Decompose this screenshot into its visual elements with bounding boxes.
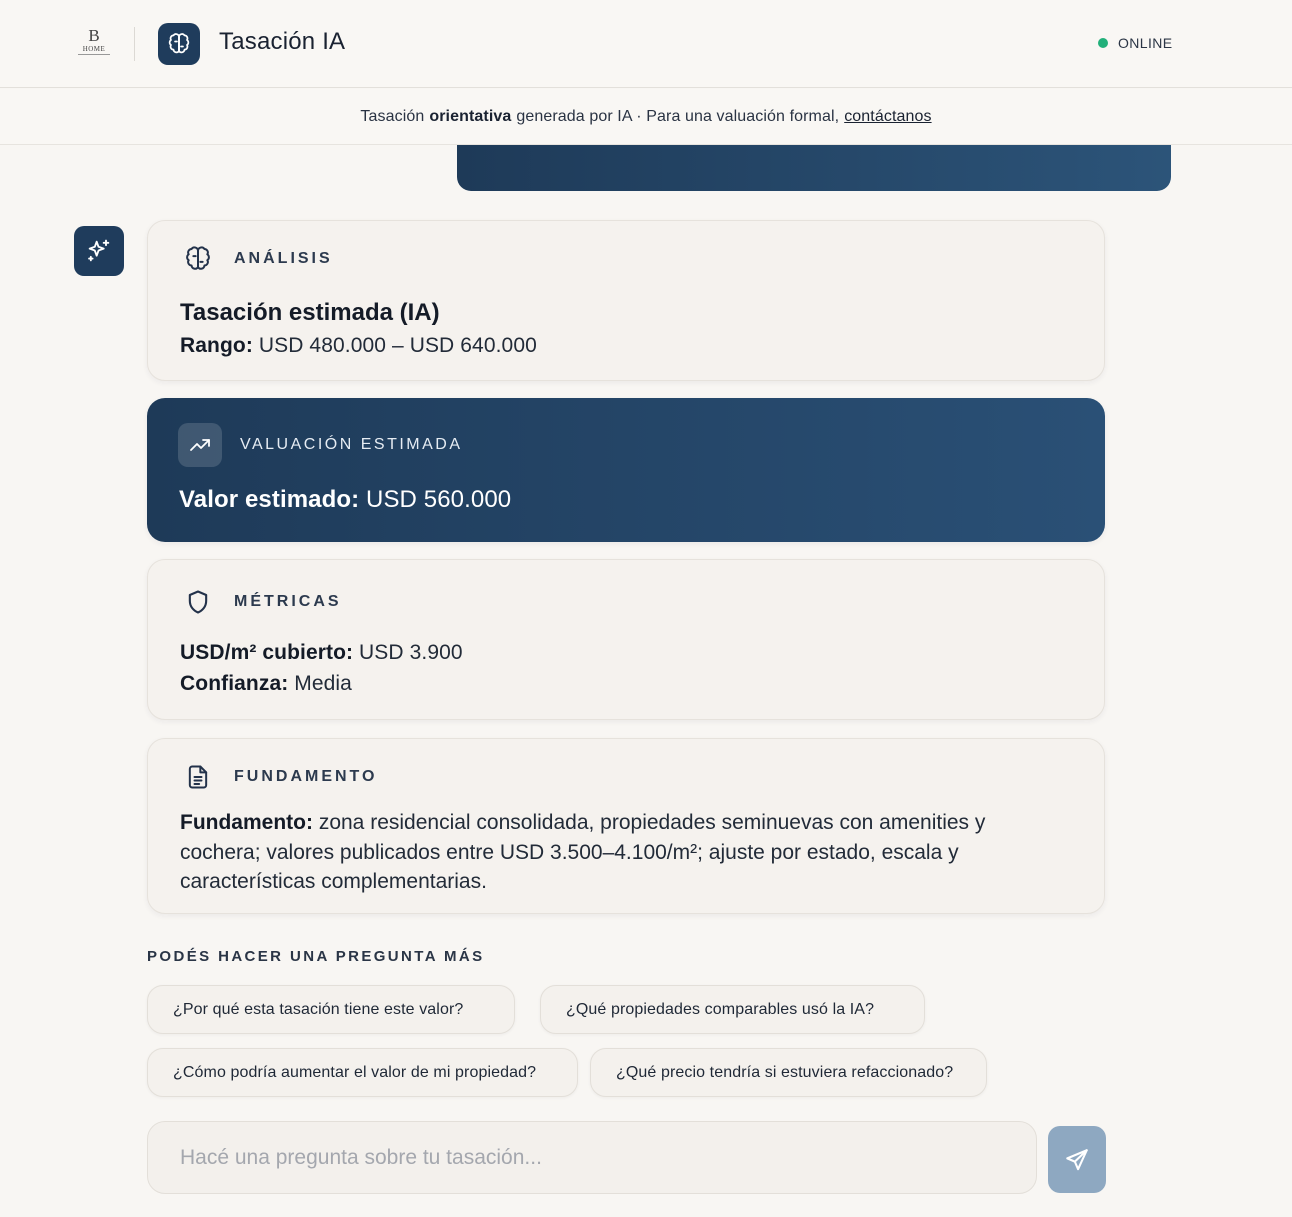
ai-avatar (74, 226, 124, 276)
contact-link[interactable]: contáctanos (844, 107, 932, 125)
question-input[interactable] (147, 1121, 1037, 1194)
disclaimer-bar (0, 89, 1292, 145)
sparkles-icon (85, 237, 113, 265)
page-title: Tasación IA (219, 28, 346, 55)
fundamento-header (184, 763, 377, 791)
disclaimer-text-2: generada por IA · Para una valuación formal, (516, 107, 840, 125)
analysis-card (147, 220, 1105, 381)
disclaimer-text-1: Tasación (360, 107, 425, 125)
send-button[interactable] (1048, 1126, 1106, 1193)
metric-value: USD 3.900 (359, 641, 463, 664)
fundamento-text-label: Fundamento: (180, 811, 313, 834)
brain-icon (158, 23, 200, 65)
metrics-card (147, 559, 1105, 720)
trending-up-icon (178, 423, 222, 467)
followup-chip[interactable]: ¿Qué propiedades comparables usó la IA? (540, 985, 925, 1034)
metric-value: Media (294, 672, 352, 695)
fundamento-text-body: zona residencial consolidada, propiedades seminuevas con amenities y cochera; valores publicados entre USD 3.500–4.100/m²; ajuste por estado, escala y características complementarias. (180, 811, 986, 893)
valuation-header (178, 423, 463, 467)
fundamento-label: FUNDAMENTO (234, 768, 378, 785)
document-icon (184, 763, 212, 791)
metric-label: Confianza: (180, 672, 289, 695)
metrics-label: MÉTRICAS (234, 593, 342, 610)
range-label: Rango: (180, 334, 253, 357)
metric-confidence (180, 672, 352, 696)
followup-chip[interactable]: ¿Cómo podría aumentar el valor de mi propiedad? (147, 1048, 578, 1097)
fundamento-text (180, 808, 1040, 897)
range-value: USD 480.000 – USD 640.000 (258, 334, 537, 357)
analysis-header (184, 245, 333, 273)
header-divider (134, 27, 135, 61)
valuation-card (147, 398, 1105, 542)
valuation-line (179, 486, 511, 514)
send-icon (1064, 1147, 1090, 1173)
logo-mark: B (88, 26, 100, 45)
valuation-label: VALUACIÓN ESTIMADA (240, 436, 463, 453)
shield-icon (184, 588, 212, 616)
valuation-value-label: Valor estimado: (179, 486, 360, 513)
followup-chip[interactable]: ¿Por qué esta tasación tiene este valor? (147, 985, 515, 1034)
app-header (0, 0, 1292, 88)
metric-label: USD/m² cubierto: (180, 641, 354, 664)
disclaimer-bold: orientativa (429, 107, 512, 125)
status-indicator (1098, 35, 1173, 51)
metrics-header (184, 588, 342, 616)
analysis-label: ANÁLISIS (234, 250, 333, 267)
followups-label: PODÉS HACER UNA PREGUNTA MÁS (147, 948, 485, 965)
valuation-value: USD 560.000 (366, 486, 512, 513)
status-dot (1098, 38, 1108, 48)
brain-icon (184, 245, 212, 273)
analysis-title: Tasación estimada (IA) (180, 299, 440, 326)
range-line (180, 334, 537, 358)
user-message-bubble (457, 145, 1171, 191)
followup-chip[interactable]: ¿Qué precio tendría si estuviera refaccionado? (590, 1048, 987, 1097)
status-label: ONLINE (1118, 35, 1173, 51)
metric-price-per-m2 (180, 641, 463, 665)
fundamento-card (147, 738, 1105, 914)
brand-logo[interactable] (78, 28, 110, 60)
logo-text: HOME (78, 45, 110, 55)
